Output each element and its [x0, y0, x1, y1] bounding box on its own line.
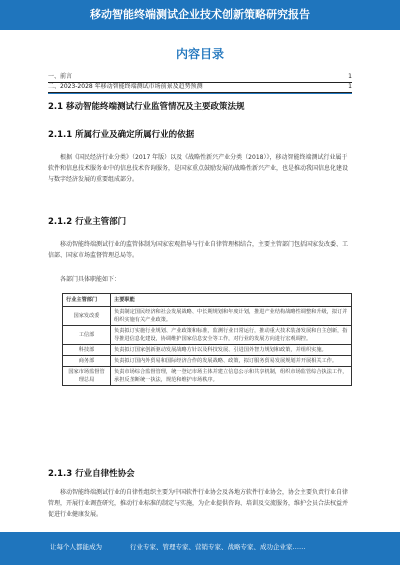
table-cell-unit: 科技部 — [63, 345, 111, 356]
table-row — [63, 356, 352, 367]
paragraph-regulators: 移动智能终端测试行业的监管体制为国家宏观指导与行业自律管理相结合，主要主管部门包括国家发改委、工信部、国家市场监督管理总局等。 — [48, 241, 349, 259]
table-cell-unit: 国家发改委 — [63, 307, 111, 326]
toc-entry-2[interactable] — [48, 82, 352, 93]
section-heading-2-1: 2.1 移动智能终端测试行业监管情况及主要政策法规 — [48, 102, 245, 112]
table-cell-unit: 国家市场监督管理总局 — [63, 367, 111, 386]
table-cell-duty: 负责拟订国家创新驱动发展战略方针以及科技发展、引进国外智力规划和政策，并组织实施。 — [111, 345, 352, 356]
footer-slogan-left: 让每个人都能成为 — [50, 543, 102, 551]
regulator-table — [62, 293, 352, 386]
table-cell-unit: 商务部 — [63, 356, 111, 367]
toc-entry-page: 1 — [348, 83, 352, 90]
paragraph-associations: 移动智能终端测试行业的自律性组织主要为中国软件行业协会及各地方软件行业协会，协会主要负责行业自律管理，开展行业调查研究，推动行业标准的制定与实施，为企业提供咨询、培训及交流服务，维护会员合法权益并促进行业健康发展。 — [48, 489, 349, 518]
table-row — [63, 326, 352, 345]
table-row — [63, 367, 352, 386]
toc-entry-page: 1 — [348, 73, 352, 80]
table-header-row — [63, 294, 352, 307]
table-row — [63, 345, 352, 356]
table-header-cell: 行业主管部门 — [63, 294, 111, 307]
page-footer — [0, 532, 400, 565]
toc-entry-text: 二、2023-2028 年移动智能终端测试市场前景及趋势预测 — [48, 83, 203, 90]
table-cell-duty: 负责拟订国内外贸易和国际经济合作的发展战略、政策，拟订服务贸易发展规划并开展相关工作。 — [111, 356, 352, 367]
section-heading-2-1-2: 2.1.2 行业主管部门 — [48, 217, 127, 227]
paragraph-industry-basis: 根据《国民经济行业分类》（2017 年版）以及《战略性新兴产业分类（2018）》，移动智能终端测试行业属于软件和信息技术服务业中的信息技术咨询服务，是国家重点鼓励发展的战略性新兴产业，也是推动我国信息化建设与数字经济发展的重要组成部分。 — [48, 154, 349, 183]
table-cell-unit: 工信部 — [63, 326, 111, 345]
table-row — [63, 307, 352, 326]
paragraph-table-intro: 各部门具体职能如下： — [60, 276, 121, 283]
toc-divider — [48, 93, 352, 94]
table-cell-duty: 负责市场综合监督管理，统一登记市场主体并建立信息公示和共享机制，组织市场监管综合执法工作，承担反垄断统一执法，规范和维护市场秩序。 — [111, 367, 352, 386]
table-cell-duty: 负责制定国民经济和社会发展战略、中长期规划和年度计划，推进产业结构战略性调整和升级，拟订并组织实施有关产业政策。 — [111, 307, 352, 326]
section-heading-2-1-3: 2.1.3 行业自律性协会 — [48, 469, 135, 479]
section-heading-2-1-1: 2.1.1 所属行业及确定所属行业的依据 — [48, 130, 195, 140]
toc-title: 内容目录 — [175, 47, 224, 61]
footer-slogan-right: 行业专家、管理专家、营销专家、战略专家、成功企业家…… — [130, 543, 306, 551]
report-title: 移动智能终端测试企业技术创新策略研究报告 — [90, 8, 310, 21]
table-header-cell: 主要职能 — [111, 294, 352, 307]
toc-entry-text: 一、前言 — [48, 73, 73, 80]
page-header — [0, 0, 400, 30]
table-cell-duty: 负责拟订实施行业规划、产业政策和标准，监测行业日常运行，推动重大技术装备发展和自主创新，指导推进信息化建设，协调维护国家信息安全等工作，对行业的发展方向进行宏观调控。 — [111, 326, 352, 345]
